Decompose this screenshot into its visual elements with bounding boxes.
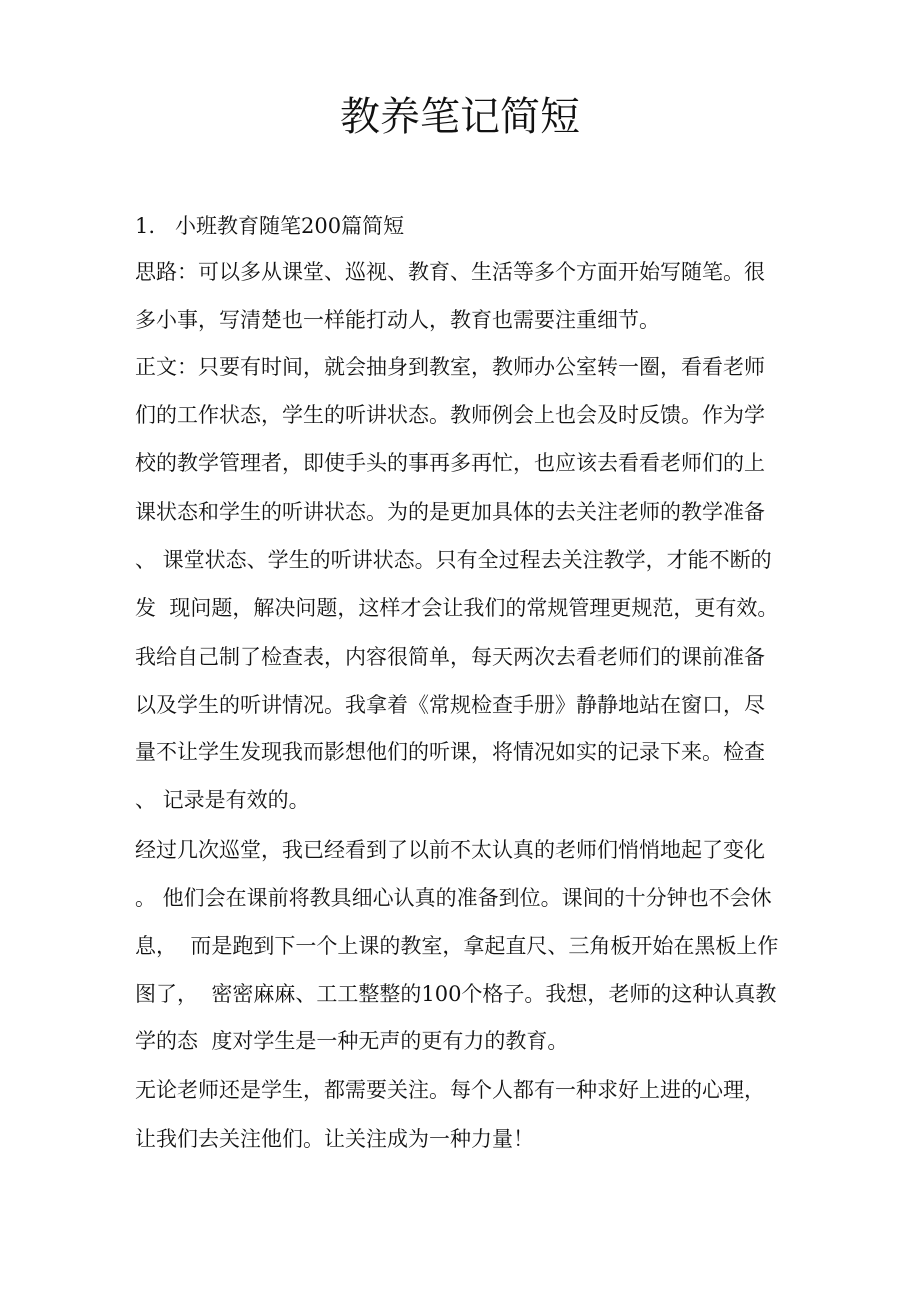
heading-item-1: 1. 小班教育随笔200篇简短 bbox=[135, 214, 405, 238]
text-line: 校的教学管理者，即使手头的事再多再忙，也应该去看看老师们的上 bbox=[135, 451, 765, 475]
text-line: 量不让学生发现我而影想他们的听课，将情况如实的记录下来。检查 bbox=[135, 740, 765, 764]
text-line: 。 他们会在课前将教具细心认真的准备到位。课间的十分钟也不会休 bbox=[135, 886, 772, 910]
text-line: 息， 而是跑到下一个上课的教室，拿起直尺、三角板开始在黑板上作 bbox=[135, 934, 779, 958]
text-line: 、 记录是有效的。 bbox=[135, 788, 310, 812]
text-line: 课状态和学生的听讲状态。为的是更加具体的去关注老师的教学准备 bbox=[135, 500, 765, 524]
text-line: 以及学生的听讲情况。我拿着《常规检查手册》静静地站在窗口，尽 bbox=[135, 693, 765, 717]
text-line: 发 现问题，解决问题，这样才会让我们的常规管理更规范，更有效。 bbox=[135, 596, 779, 620]
text-line: 我给自己制了检查表，内容很简单，每天两次去看老师们的课前准备 bbox=[135, 645, 765, 669]
text-line: 多小事，写清楚也一样能打动人，教育也需要注重细节。 bbox=[135, 308, 660, 332]
text-line: 正文：只要有时间，就会抽身到教室，教师办公室转一圈，看看老师 bbox=[135, 355, 765, 379]
text-line: 图了， 密密麻麻、工工整整的100个格子。我想，老师的这种认真教 bbox=[135, 982, 777, 1006]
text-line: 思路：可以多从课堂、巡视、教育、生活等多个方面开始写随笔。很 bbox=[135, 260, 765, 284]
text-line: 、 课堂状态、学生的听讲状态。只有全过程去关注教学，才能不断的 bbox=[135, 548, 772, 572]
text-line: 学的态 度对学生是一种无声的更有力的教育。 bbox=[135, 1029, 569, 1053]
text-line: 无论老师还是学生，都需要关注。每个人都有一种求好上进的心理， bbox=[135, 1078, 765, 1102]
document-title: 教养笔记简短 bbox=[340, 94, 580, 140]
text-line: 们的工作状态，学生的听讲状态。教师例会上也会及时反馈。作为学 bbox=[135, 403, 765, 427]
text-line: 经过几次巡堂，我已经看到了以前不太认真的老师们悄悄地起了变化 bbox=[135, 838, 765, 862]
text-line: 让我们去关注他们。让关注成为一种力量！ bbox=[135, 1127, 534, 1151]
